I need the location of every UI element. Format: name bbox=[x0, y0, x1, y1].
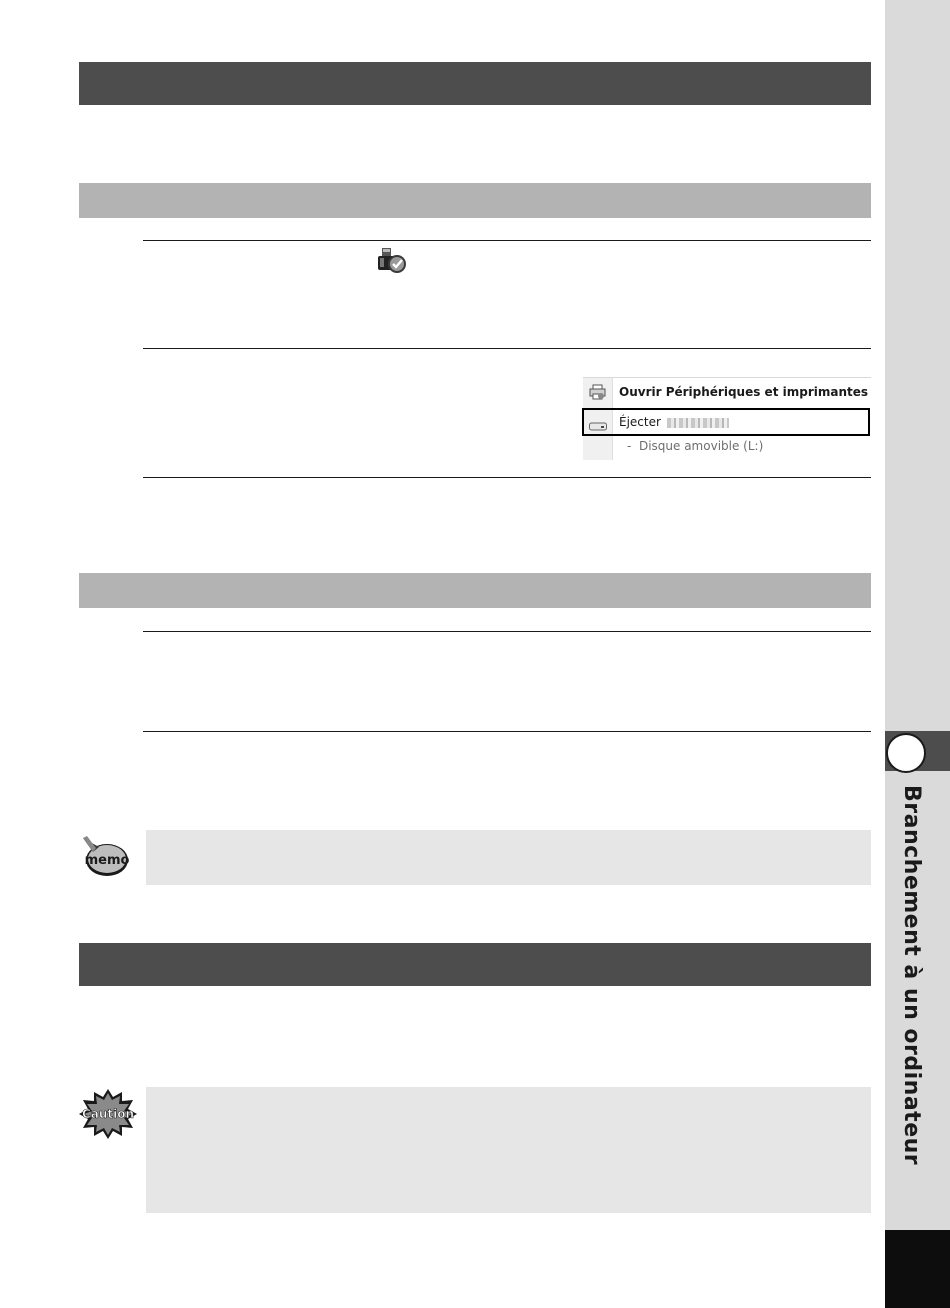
step-divider bbox=[143, 477, 871, 478]
subsection-bar bbox=[79, 183, 871, 218]
drive-icon bbox=[589, 418, 607, 427]
step-divider bbox=[143, 348, 871, 349]
step-divider bbox=[143, 731, 871, 732]
menu-item-open-devices[interactable] bbox=[583, 378, 871, 406]
menu-item-label: - Disque amovible (L:) bbox=[627, 439, 764, 453]
blurred-device-name bbox=[667, 418, 729, 428]
menu-item-label: Ouvrir Périphériques et imprimantes bbox=[619, 385, 869, 399]
chapter-title: Branchement à un ordinateur bbox=[899, 785, 924, 1166]
chapter-number-circle bbox=[886, 733, 926, 773]
memo-icon bbox=[80, 834, 130, 878]
caution-icon bbox=[78, 1088, 138, 1140]
caution-note-box bbox=[146, 1087, 871, 1213]
page-corner-block bbox=[885, 1230, 950, 1308]
step-divider bbox=[143, 240, 871, 241]
memo-icon-text: memo bbox=[84, 853, 130, 868]
eject-context-menu bbox=[583, 377, 871, 460]
menu-item-label bbox=[619, 415, 729, 429]
printer-device-icon bbox=[589, 384, 606, 400]
caution-icon-text: Caution bbox=[81, 1107, 135, 1121]
menu-item-eject[interactable] bbox=[582, 408, 870, 436]
safely-remove-hardware-icon bbox=[374, 246, 408, 276]
memo-note-box bbox=[146, 830, 871, 885]
section-header-bar bbox=[79, 943, 871, 986]
subsection-bar bbox=[79, 573, 871, 608]
menu-item-removable-disk[interactable] bbox=[583, 435, 871, 459]
section-header-bar bbox=[79, 62, 871, 105]
step-divider bbox=[143, 631, 871, 632]
eject-label: Éjecter bbox=[619, 415, 661, 429]
